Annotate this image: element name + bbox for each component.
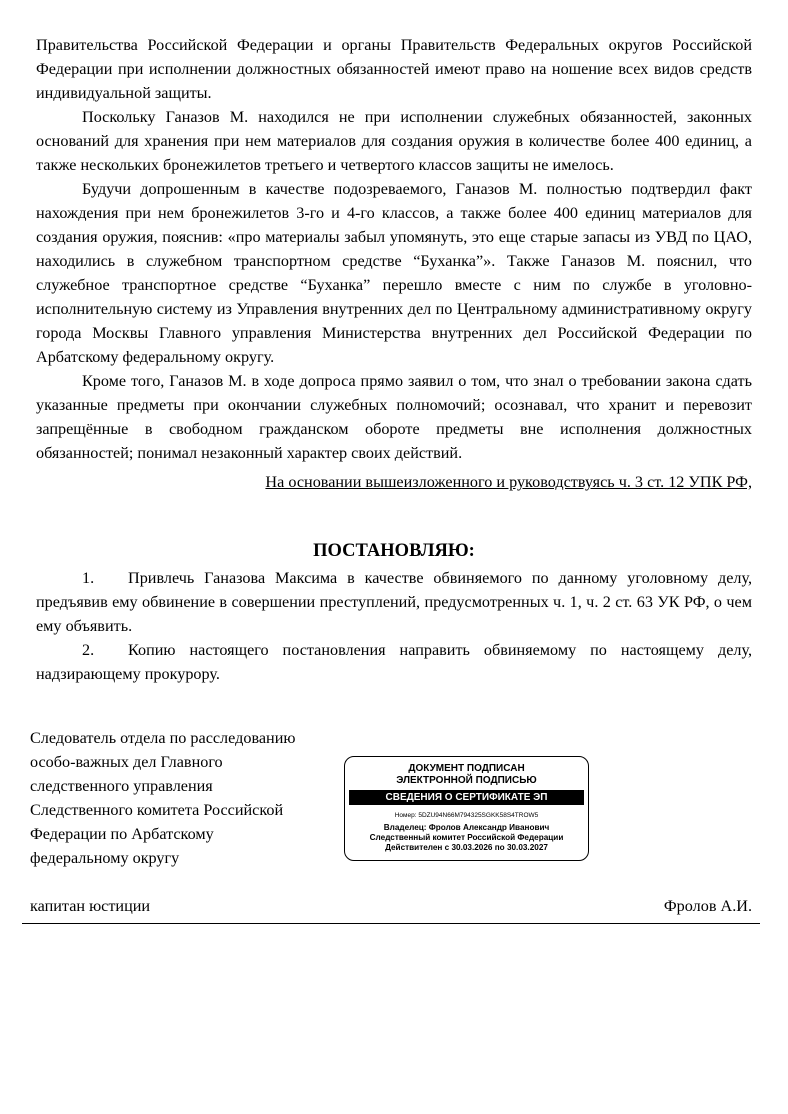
resolution-item — [36, 566, 752, 638]
item-number: 2. — [82, 641, 95, 659]
paragraph-interrogation: Будучи допрошенным в качестве подозреваемого, Ганазов М. полностью подтвердил факт нахождения при нем бронежилетов 3-го и 4-го классов, а также более 400 единиц материалов для создания оружия, пояснив: «про материалы забыл упомянуть, это еще старые запасы из УВД по ЦАО, находились в служебном транспортном средстве “Буханка”». Также Ганазов М. пояснил, что служебное транспортное средстве “Буханка” перешло вместе с ним по службе в уголовно-исполнительную систему из Управления внутренних дел по Центральному административному округу города Москвы Главного управления Министерства внутренних дел Российской Федерации по Арбатскому федеральному округу. — [36, 180, 752, 366]
position-line: Федерации по Арбатскому — [30, 825, 214, 843]
signatory-rank: капитан юстиции — [30, 897, 151, 915]
stamp-cert-number: Номер: 5DZU94N66M794325SGKK58S4TROW5 — [394, 812, 539, 819]
item-text: Привлечь Ганазова Максима в качестве обвиняемого по данному уголовному делу, предъявив ему обвинение в совершении преступлений, предусмотренных ч. 1, ч. 2 ст. 63 УК РФ, о чем ему объявить. — [36, 569, 752, 635]
resolution-item — [36, 638, 752, 686]
position-line: Следователь отдела по расследованию — [30, 729, 296, 747]
position-line: федеральному округу — [30, 849, 180, 867]
bottom-divider — [22, 923, 760, 924]
position-line: следственного управления — [30, 777, 213, 795]
item-number: 1. — [82, 569, 95, 587]
resolution-items — [36, 566, 752, 686]
stamp-title-line2: ЭЛЕКТРОННОЙ ПОДПИСЬЮ — [396, 775, 537, 786]
position-line: особо-важных дел Главного — [30, 753, 223, 771]
legal-basis-line: На основании вышеизложенного и руководствуясь ч. 3 ст. 12 УПК РФ, — [265, 473, 752, 491]
paragraph-continuation: Правительства Российской Федерации и органы Правительств Федеральных округов Российской Федерации при исполнении должностных обязанностей имеют право на ношение всех видов средств индивидуальной защиты. — [36, 36, 752, 102]
item-text: Копию настоящего постановления направить обвиняемому по настоящему делу, надзирающему прокурору. — [36, 641, 752, 683]
body-text — [36, 33, 752, 465]
signatory-position — [30, 726, 330, 870]
stamp-validity: Действителен с 30.03.2026 по 30.03.2027 — [385, 843, 548, 852]
paragraph-admission: Кроме того, Ганазов М. в ходе допроса прямо заявил о том, что знал о требовании закона сдать указанные предметы при окончании служебных полномочий; осознавал, что хранит и перевозит запрещённые в свободном гражданском обороте предметы вне исполнения должностных обязанностей; понимал незаконный характер своих действий. — [36, 372, 752, 462]
stamp-organization: Следственный комитет Российской Федерации — [369, 833, 564, 842]
electronic-signature-stamp — [344, 756, 589, 861]
resolution-heading: ПОСТАНОВЛЯЮ: — [313, 541, 475, 561]
paragraph-no-grounds: Поскольку Ганазов М. находился не при исполнении служебных обязанностей, законных оснований для хранения при нем материалов для создания оружия в количестве более 400 единиц, а также нескольких бронежилетов третьего и четвертого классов защиты не имелось. — [36, 108, 752, 174]
stamp-owner: Владелец: Фролов Александр Иванович — [383, 823, 550, 832]
stamp-certificate-bar: СВЕДЕНИЯ О СЕРТИФИКАТЕ ЭП — [349, 790, 584, 805]
stamp-title-line1: ДОКУМЕНТ ПОДПИСАН — [408, 763, 525, 774]
signatory-name: Фролов А.И. — [663, 897, 752, 915]
position-line: Следственного комитета Российской — [30, 801, 284, 819]
